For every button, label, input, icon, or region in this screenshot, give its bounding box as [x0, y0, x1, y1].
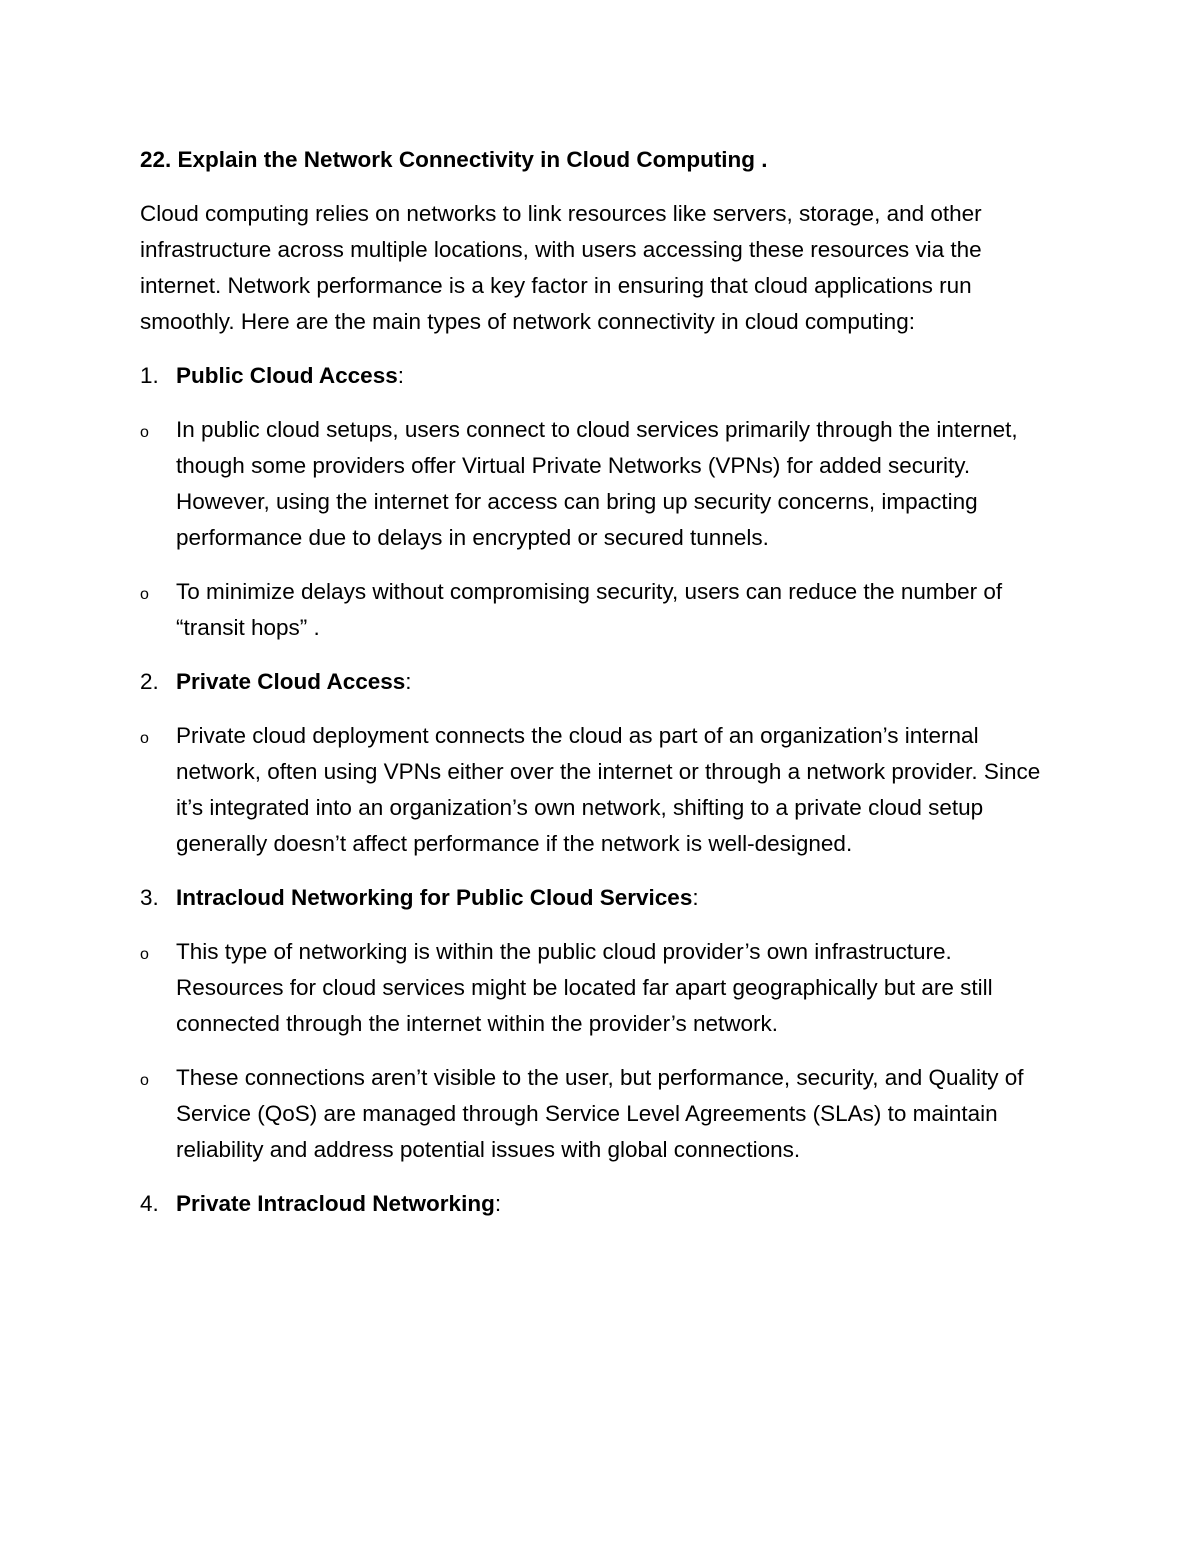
section-heading-suffix: : — [405, 669, 412, 694]
bullet-item — [140, 1060, 1060, 1168]
section-title-public-cloud-access — [140, 358, 1060, 394]
section-heading-text — [176, 1186, 501, 1222]
hollow-bullet-icon: o — [140, 586, 149, 603]
section-heading-suffix: : — [692, 885, 699, 910]
section-heading-text — [176, 358, 404, 394]
bullet-text: Private cloud deployment connects the cloud as part of an organization’s internal network, often using VPNs either over the internet or through a network provider. Since it’s integrated into an organization’s own network, shifting to a private cloud setup generally doesn’t affect performance if the network is well-designed. — [176, 723, 1041, 856]
bullet-text: In public cloud setups, users connect to cloud services primarily through the internet, though some providers offer Virtual Private Networks (VPNs) for added security. However, using the internet for access can bring up security concerns, impacting performance due to delays in encrypted or secured tunnels. — [176, 417, 1018, 550]
section-heading-suffix: : — [397, 363, 404, 388]
intro-paragraph: Cloud computing relies on networks to link resources like servers, storage, and other infrastructure across multiple locations, with users accessing these resources via the internet. Network performance is a key factor in ensuring that cloud applications run smoothly. Here are the main types of network connectivity in cloud computing: — [140, 201, 982, 334]
section-title-private-intracloud — [140, 1186, 1060, 1222]
bullet-item — [140, 412, 1060, 556]
section-heading-bold: Public Cloud Access — [176, 363, 398, 388]
section-number: 2. — [140, 669, 159, 694]
hollow-bullet-icon: o — [140, 1072, 149, 1089]
section-heading-bold: Intracloud Networking for Public Cloud Services — [176, 885, 693, 910]
document-content — [140, 142, 1060, 1240]
hollow-bullet-icon: o — [140, 730, 149, 747]
section-heading-suffix: : — [494, 1191, 502, 1216]
hollow-bullet-icon: o — [140, 424, 149, 441]
question-heading: 22. Explain the Network Connectivity in Cloud Computing . — [140, 147, 768, 172]
bullet-text: To minimize delays without compromising security, users can reduce the number of “transit hops” . — [176, 579, 1003, 640]
section-number: 1. — [140, 363, 159, 388]
bullet-item — [140, 718, 1060, 862]
section-title-private-cloud-access — [140, 664, 1060, 700]
section-number: 3. — [140, 885, 159, 910]
section-heading-bold: Private Cloud Access — [176, 669, 406, 694]
bullet-item — [140, 934, 1060, 1042]
hollow-bullet-icon: o — [140, 946, 149, 963]
section-heading-bold: Private Intracloud Networking — [176, 1191, 495, 1216]
bullet-item — [140, 574, 1060, 646]
bullet-text: This type of networking is within the public cloud provider’s own infrastructure. Resources for cloud services might be located far apart geographically but are still connected through the internet within the provider’s network. — [176, 939, 993, 1036]
bullet-text: These connections aren’t visible to the user, but performance, security, and Quality of Service (QoS) are managed through Service Level Agreements (SLAs) to maintain reliability and address potential issues with global connections. — [176, 1065, 1024, 1162]
section-title-intracloud-public — [140, 880, 1060, 916]
section-number: 4. — [140, 1191, 159, 1216]
section-heading-text — [176, 664, 412, 700]
section-heading-text — [176, 880, 699, 916]
